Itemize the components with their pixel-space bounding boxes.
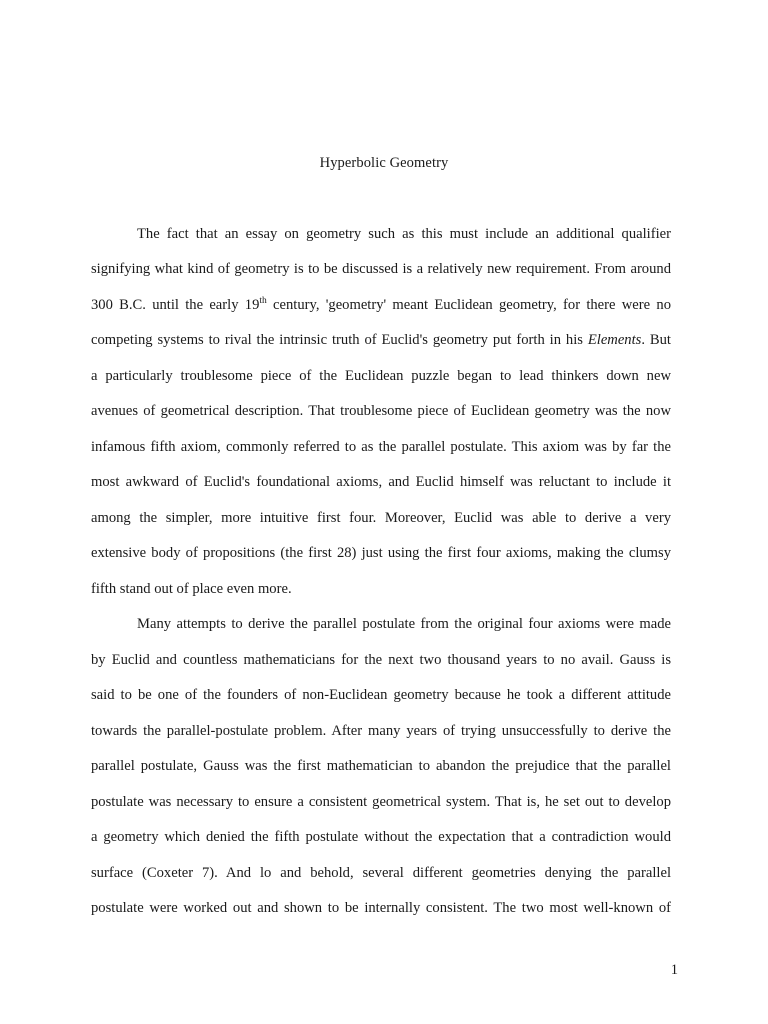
book-title-italic: Elements	[587, 332, 642, 348]
paragraph-line: surface (Coxeter 7). And lo and behold, several different geometries denying the parallel	[91, 865, 671, 881]
paragraph-line: Many attempts to derive the parallel postulate from the original four axioms were made	[137, 616, 671, 632]
paragraph-line: postulate was necessary to ensure a consistent geometrical system. That is, he set out to develop	[91, 794, 671, 810]
paragraph-line: extensive body of propositions (the first 28) just using the first four axioms, making the clumsy	[91, 545, 671, 561]
text-run: 300 B.C. until the early 19	[91, 297, 260, 313]
paragraph-line	[91, 295, 671, 315]
paragraph-line: towards the parallel-postulate problem. After many years of trying unsuccessfully to derive the	[91, 723, 671, 739]
paragraph-line: a geometry which denied the fifth postulate without the expectation that a contradiction would	[91, 829, 671, 845]
paragraph-line: most awkward of Euclid's foundational axioms, and Euclid himself was reluctant to include it	[91, 474, 671, 490]
paragraph-line: parallel postulate, Gauss was the first mathematician to abandon the prejudice that the parallel	[91, 758, 671, 774]
paragraph-line: infamous fifth axiom, commonly referred to as the parallel postulate. This axiom was by far the	[91, 439, 671, 455]
paragraph-line: said to be one of the founders of non-Euclidean geometry because he took a different attitude	[91, 687, 671, 703]
superscript: th	[259, 296, 267, 306]
page-number: 1	[670, 962, 678, 978]
paragraph-line: signifying what kind of geometry is to be discussed is a relatively new requirement. From around	[91, 261, 671, 277]
text-run: competing systems to rival the intrinsic truth of Euclid's geometry put forth in his	[91, 332, 588, 348]
paragraph-line: avenues of geometrical description. That troublesome piece of Euclidean geometry was the now	[91, 403, 671, 419]
text-run: century, 'geometry' meant Euclidean geometry, for there were no	[266, 297, 671, 313]
paragraph-line	[91, 330, 671, 350]
paragraph-line: postulate were worked out and shown to be internally consistent. The two most well-known of	[91, 900, 671, 916]
text-run: . But	[641, 332, 671, 348]
paragraph-line: a particularly troublesome piece of the Euclidean puzzle began to lead thinkers down new	[91, 368, 671, 384]
paragraph-line: fifth stand out of place even more.	[91, 581, 292, 597]
paragraph-line: by Euclid and countless mathematicians for the next two thousand years to no avail. Gauss is	[91, 652, 671, 668]
paragraph-line: The fact that an essay on geometry such as this must include an additional qualifier	[137, 226, 671, 242]
document-title: Hyperbolic Geometry	[319, 155, 449, 171]
paragraph-line: among the simpler, more intuitive first four. Moreover, Euclid was able to derive a very	[91, 510, 671, 526]
